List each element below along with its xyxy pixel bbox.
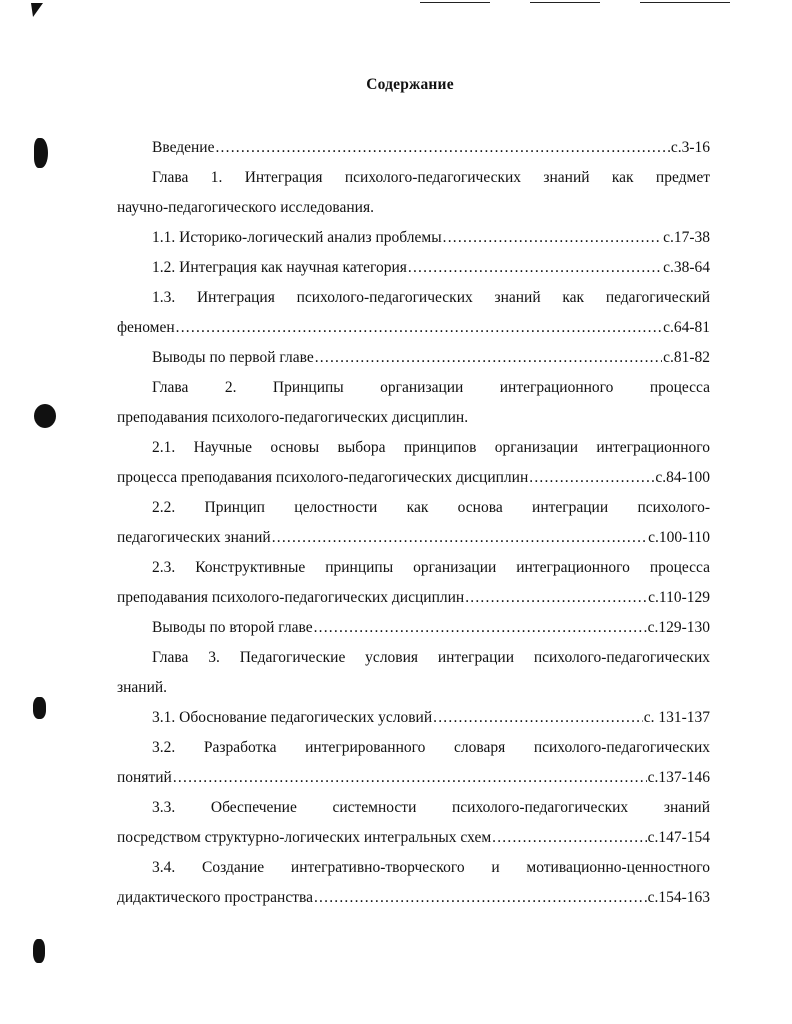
toc-page-number: с.100-110 <box>648 529 710 546</box>
toc-entry-text: преподавания психолого-педагогических дисциплин. <box>117 409 469 426</box>
toc-entry-introduction <box>117 133 710 163</box>
dot-leader <box>529 463 654 493</box>
toc-page-number: с. 131-137 <box>643 709 710 726</box>
toc-entry-label: Введение <box>152 139 215 156</box>
dot-leader <box>465 583 647 613</box>
dot-leader <box>215 133 669 163</box>
toc-entry-label: Выводы по первой главе <box>152 349 314 366</box>
scan-rule <box>640 2 730 3</box>
toc-entry-text: научно-педагогического исследования. <box>117 199 374 216</box>
toc-entry-label: 3.1. Обоснование педагогических условий <box>152 709 433 726</box>
dot-leader <box>315 343 662 373</box>
toc-entry-text: знаний. <box>117 679 168 696</box>
dot-leader <box>173 763 647 793</box>
toc-entry-label: дидактического пространства <box>117 889 313 906</box>
toc-entry-label: феномен <box>117 319 175 336</box>
toc-page-number: с.3-16 <box>670 139 710 156</box>
toc-entry-chapter-2 <box>117 373 710 433</box>
toc-page-number: с.84-100 <box>655 469 710 486</box>
toc-page-number: с.64-81 <box>663 319 710 336</box>
toc-entry-text: Глава 3. Педагогические условия интеграции психолого-педагогических <box>152 649 710 666</box>
toc-entry-1-3 <box>117 283 710 343</box>
toc-entry-2-1 <box>117 433 710 493</box>
scan-rule <box>420 2 490 3</box>
toc-page-number: с.81-82 <box>663 349 710 366</box>
toc-entry-text: 2.1. Научные основы выбора принципов организации интеграционного <box>152 439 710 456</box>
toc-entry-label: 1.1. Историко-логический анализ проблемы <box>152 229 442 246</box>
toc-entry-1-2 <box>117 253 710 283</box>
toc-entry-2-2 <box>117 493 710 553</box>
toc-page-number: с.110-129 <box>648 589 710 606</box>
toc-entry-label: педагогических знаний <box>117 529 271 546</box>
toc-entry-3-1 <box>117 703 710 733</box>
corner-mark-icon <box>30 2 44 18</box>
toc-entry-text: Глава 1. Интеграция психолого-педагогических знаний как предмет <box>152 169 710 186</box>
punch-hole-mark <box>34 138 48 168</box>
toc-page-number: с.147-154 <box>647 829 710 846</box>
dot-leader <box>443 223 662 253</box>
punch-hole-mark <box>34 404 56 428</box>
dot-leader <box>492 823 646 853</box>
toc-entry-chapter-1 <box>117 163 710 223</box>
toc-entry-label: преподавания психолого-педагогических дисциплин <box>117 589 465 606</box>
toc-entry-label: понятий <box>117 769 172 786</box>
dot-leader <box>272 523 647 553</box>
page-title: Содержание <box>366 76 454 93</box>
toc-entry-text: 1.3. Интеграция психолого-педагогических знаний как педагогический <box>152 289 710 306</box>
dot-leader <box>433 703 643 733</box>
toc-entry-text: 3.3. Обеспечение системности психолого-педагогических знаний <box>152 799 710 816</box>
toc-entry-3-2 <box>117 733 710 793</box>
table-of-contents <box>117 133 710 913</box>
dot-leader <box>314 883 647 913</box>
toc-entry-label: 1.2. Интеграция как научная категория <box>152 259 407 276</box>
toc-entry-1-1 <box>117 223 710 253</box>
toc-page-number: с.137-146 <box>647 769 710 786</box>
toc-entry-conclusions-1 <box>117 343 710 373</box>
toc-page-number: с.129-130 <box>647 619 710 636</box>
toc-entry-2-3 <box>117 553 710 613</box>
dot-leader <box>176 313 662 343</box>
toc-entry-label: посредством структурно-логических интегральных схем <box>117 829 492 846</box>
toc-entry-text: 2.3. Конструктивные принципы организации интеграционного процесса <box>152 559 710 576</box>
toc-entry-text: 2.2. Принцип целостности как основа интеграции психолого- <box>152 499 710 516</box>
toc-entry-3-3 <box>117 793 710 853</box>
toc-entry-conclusions-2 <box>117 613 710 643</box>
punch-hole-mark <box>33 939 45 963</box>
scan-rule <box>530 2 600 3</box>
toc-entry-text: 3.2. Разработка интегрированного словаря психолого-педагогических <box>152 739 710 756</box>
toc-entry-3-4 <box>117 853 710 913</box>
toc-page-number: с.154-163 <box>647 889 710 906</box>
toc-entry-label: Выводы по второй главе <box>152 619 313 636</box>
toc-entry-text: 3.4. Создание интегративно-творческого и мотивационно-ценностного <box>152 859 710 876</box>
toc-page-number: с.17-38 <box>663 229 710 246</box>
toc-entry-chapter-3 <box>117 643 710 703</box>
punch-hole-mark <box>33 697 46 719</box>
toc-entry-text: Глава 2. Принципы организации интеграционного процесса <box>152 379 710 396</box>
toc-page-number: с.38-64 <box>663 259 710 276</box>
dot-leader <box>408 253 662 283</box>
dot-leader <box>314 613 647 643</box>
toc-entry-label: процесса преподавания психолого-педагогических дисциплин <box>117 469 529 486</box>
